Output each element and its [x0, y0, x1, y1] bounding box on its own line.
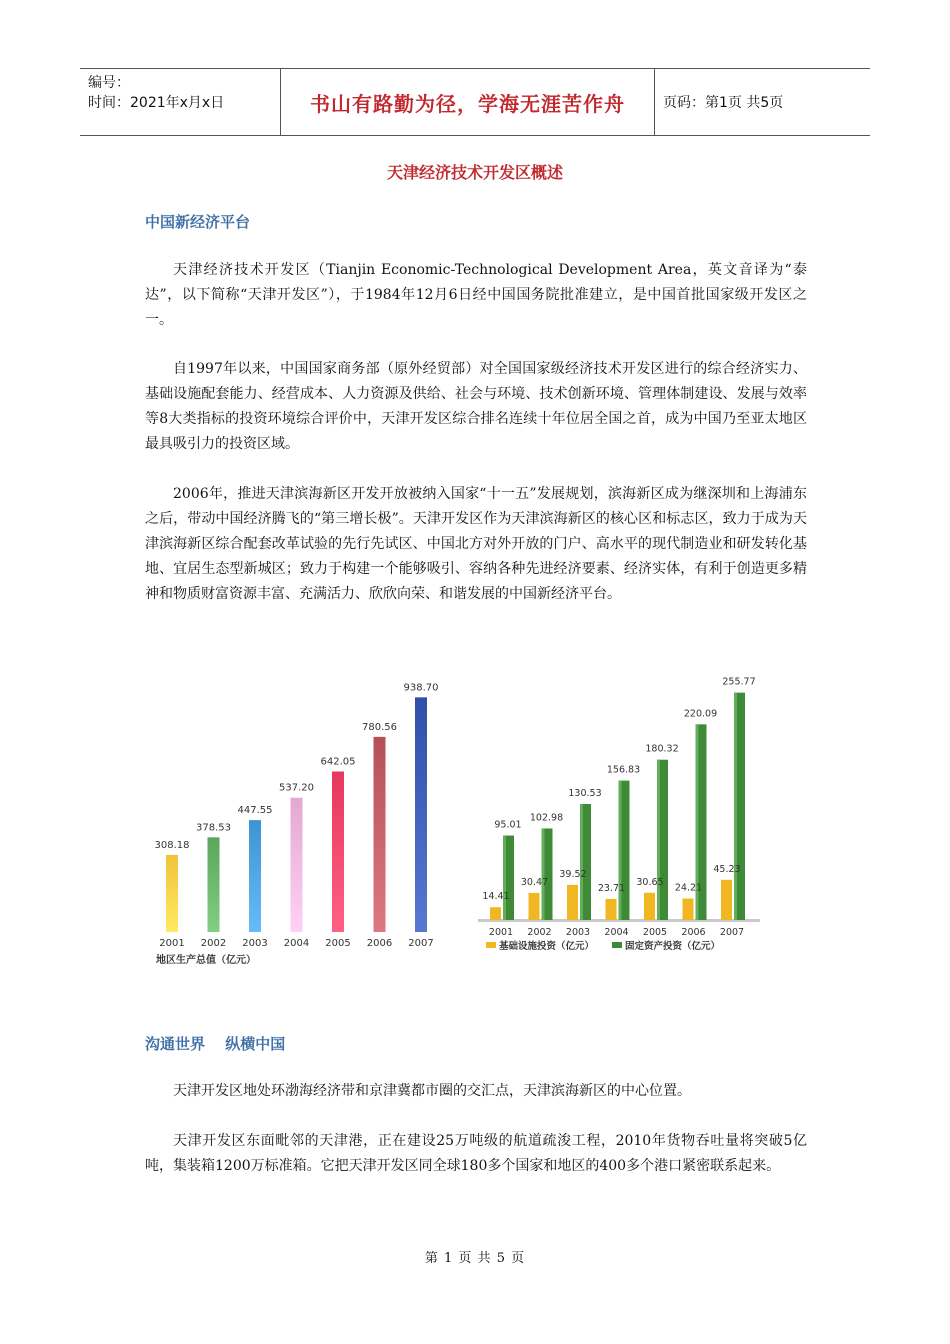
- tick-label: 2005: [642, 927, 668, 938]
- data-label: 938.70: [403, 682, 439, 694]
- bar-highlight: [657, 760, 660, 920]
- axis-label: 地区生产总值（亿元）: [156, 955, 256, 966]
- bar-highlight: [734, 693, 737, 920]
- legend-swatch: [612, 942, 622, 948]
- tick-label: 2001: [488, 927, 514, 938]
- data-label: 14.41: [482, 891, 510, 903]
- bar: [166, 855, 178, 932]
- bar-highlight: [542, 828, 545, 920]
- data-label: 30.47: [520, 876, 549, 888]
- tick-label: 2007: [408, 938, 434, 949]
- paragraph: 天津经济技术开发区（Tianjin Economic-Technological Development Area，英文音译为“泰达”，以下简称“天津开发区”），于1984年12月6日经中国国务院批准建立，是中国首批国家级开发区之一。: [145, 262, 807, 328]
- data-label: 45.23: [713, 863, 741, 875]
- data-label: 95.01: [494, 819, 522, 831]
- page-footer: 第 1 页 共 5 页: [424, 1251, 526, 1266]
- bar: [644, 893, 655, 920]
- gdp-bar-chart: [140, 660, 440, 980]
- investment-bar-chart: [470, 655, 780, 965]
- data-label: 255.77: [722, 676, 756, 688]
- bar: [606, 899, 617, 920]
- data-label: 30.65: [636, 876, 664, 888]
- data-label: 780.56: [362, 721, 397, 733]
- legend-swatch: [486, 942, 496, 948]
- tick-label: 2002: [200, 938, 227, 949]
- data-label: 24.21: [674, 882, 703, 894]
- bar-highlight: [580, 804, 583, 920]
- data-label: 308.18: [154, 839, 190, 851]
- header-page-number: 页码：第1页 共5页: [663, 95, 784, 111]
- bar: [529, 893, 540, 920]
- data-label: 220.09: [683, 708, 718, 720]
- tick-label: 2002: [527, 927, 552, 938]
- document-title: 天津经济技术开发区概述: [386, 163, 563, 182]
- bar: [332, 771, 344, 932]
- data-label: 642.05: [320, 756, 356, 768]
- data-label: 537.20: [279, 782, 314, 794]
- tick-label: 2001: [159, 938, 185, 949]
- legend-label: 基础设施投资（亿元）: [499, 941, 595, 952]
- tick-label: 2006: [366, 938, 393, 949]
- header-time: 时间：2021年x月x日: [88, 95, 225, 111]
- tick-label: 2004: [283, 938, 310, 949]
- section-heading-1: 中国新经济平台: [145, 213, 251, 231]
- data-label: 23.71: [597, 882, 626, 894]
- bar-highlight: [619, 781, 622, 920]
- paragraph: 天津开发区地处环渤海经济带和京津冀都市圈的交汇点，天津滨海新区的中心位置。: [173, 1083, 691, 1099]
- paragraph: 天津开发区东面毗邻的天津港，正在建设25万吨级的航道疏浚工程，2010年货物吞吐量将突破5亿吨，集装箱1200万标准箱。它把天津开发区同全球180多个国家和地区的400多个港口紧密联系起来。: [145, 1133, 807, 1174]
- legend-label: 固定资产投资（亿元）: [625, 941, 721, 952]
- bar: [374, 737, 386, 932]
- tick-label: 2006: [681, 927, 706, 938]
- bar: [683, 898, 694, 920]
- bar: [490, 907, 501, 920]
- data-label: 39.52: [559, 868, 587, 880]
- data-label: 378.53: [196, 822, 231, 834]
- data-label: 156.83: [606, 764, 641, 776]
- tick-label: 2003: [565, 927, 591, 938]
- data-label: 130.53: [568, 787, 602, 799]
- bar: [249, 820, 261, 932]
- header-meta: [80, 69, 281, 135]
- data-label: 102.98: [529, 812, 564, 824]
- bar: [721, 880, 732, 920]
- paragraph: 2006年，推进天津滨海新区开发开放被纳入国家“十一五”发展规划，滨海新区成为继深圳和上海浦东之后，带动中国经济腾飞的“第三增长极”。天津开发区作为天津滨海新区的核心区和标志区，致力于成为天津滨海新区综合配套改革试验的先行先试区、中国北方对外开放的门户、高水平的现代制造业和研发转化基地、宜居生态型新城区；致力于构建一个能够吸引、容纳各种先进经济要素、经济实体，有利于创造更多精神和物质财富资源丰富、充满活力、欣欣向荣、和谐发展的中国新经济平台。: [145, 486, 807, 602]
- tick-label: 2003: [242, 938, 268, 949]
- bar: [291, 798, 303, 932]
- data-label: 447.55: [237, 805, 273, 817]
- header-motto: 书山有路勤为径，学海无涯苦作舟: [281, 69, 655, 135]
- bar: [567, 885, 578, 920]
- data-label: 180.32: [645, 743, 679, 755]
- bar: [415, 697, 427, 932]
- header-number: 编号：: [88, 75, 130, 91]
- tick-label: 2005: [325, 938, 351, 949]
- bar: [208, 837, 220, 932]
- section-heading-2: 沟通世界 纵横中国: [145, 1035, 286, 1053]
- tick-label: 2007: [719, 927, 745, 938]
- bar-highlight: [503, 836, 506, 920]
- tick-label: 2004: [604, 927, 629, 938]
- page-header: [80, 68, 870, 136]
- paragraph: 自1997年以来，中国国家商务部（原外经贸部）对全国国家级经济技术开发区进行的综合经济实力、基础设施配套能力、经营成本、人力资源及供给、社会与环境、技术创新环境、管理体制建设、发展与效率等8大类指标的投资环境综合评价中，天津开发区综合排名连续十年位居全国之首，成为中国乃至亚太地区最具吸引力的投资区域。: [145, 361, 807, 452]
